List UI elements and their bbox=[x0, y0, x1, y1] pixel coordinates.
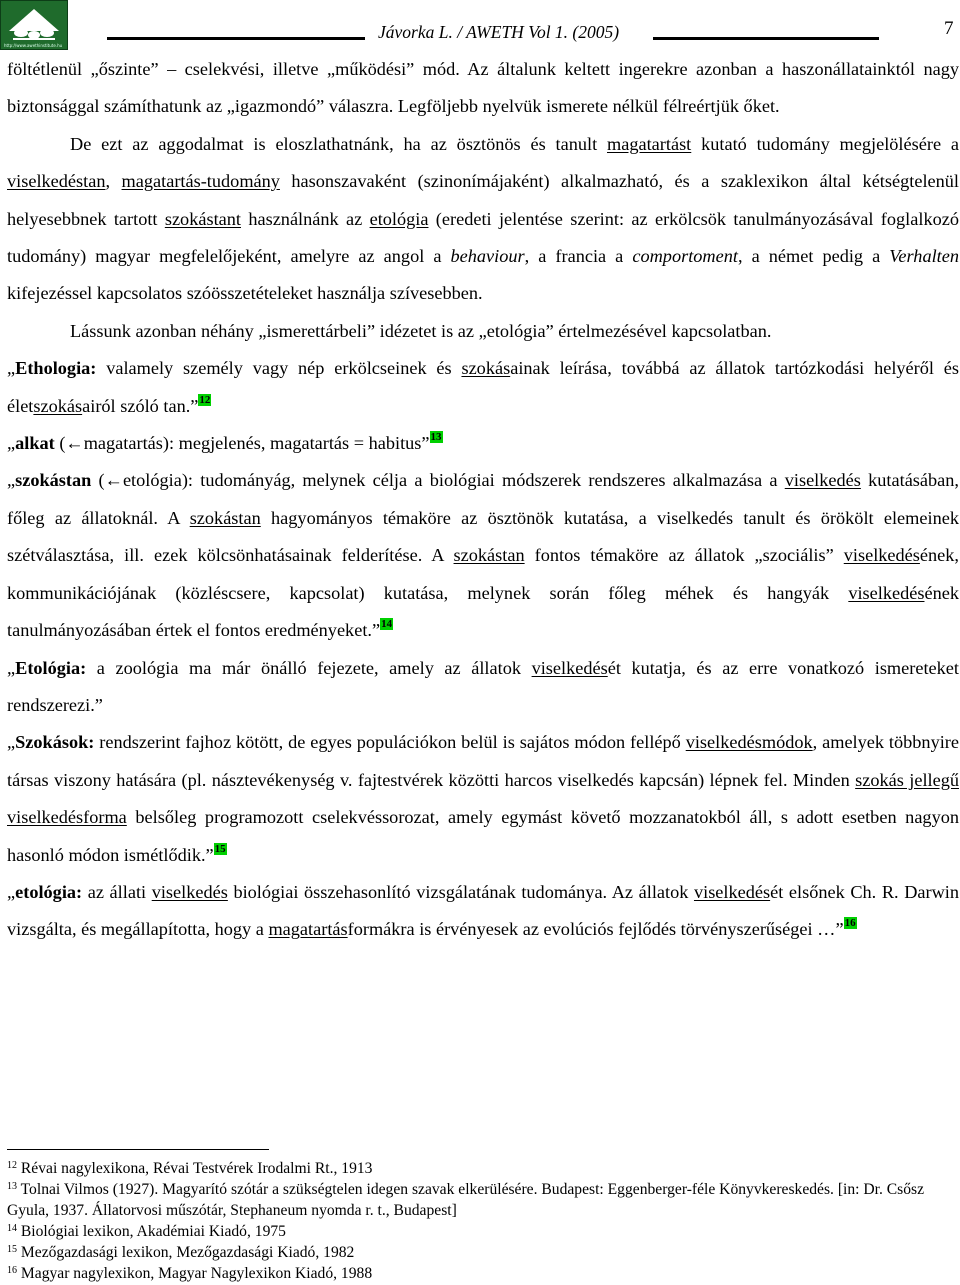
footnote-separator bbox=[7, 1149, 269, 1150]
inline-term: magatartást bbox=[607, 133, 692, 154]
footnote-12: $^{12}$ Révai nagylexikona, Révai Testvérek Irodalmi Rt., 1913 bbox=[7, 1160, 373, 1177]
page-number: 7 bbox=[944, 18, 954, 39]
footnote-13: $^{13}$ Tolnai Vilmos (1927). Magyarító szótár a szükségtelen idegen szavak elkerülésére. Budapest: Eggenberger-féle Könyvkereskedés. [in: Dr. Csősz Gyula, 1937. Állatorvosi műszótár, Stephaneum nyomda r. t., Budapest] bbox=[7, 1181, 925, 1219]
footnote-ref-15[interactable]: 15 bbox=[214, 842, 226, 855]
quote-etologia-zoologia: „Etológia: a zoológia ma már önálló fejezete, amely az állatok viselkedését kutatja, és az erre vonatkozó ismereteket rendszerezi.” bbox=[7, 657, 959, 715]
paragraph: föltétlenül „őszinte” – cselekvési, illetve „működési” mód. Az általunk keltett ingerekre azonban a haszonállatainktól nagy biztonsággal számíthatunk az „igazmondó” válaszra. Legföljebb nyelvük ismerete nélkül félreértjük őket. bbox=[7, 59, 959, 117]
quote-szokasok: „Szokások: rendszerint fajhoz kötött, de egyes populációkon belül is sajátos módon fellépő viselkedésmódok, amelyek többnyire társas viszony hatására (pl. násztevékenység v. fajtestvérek közötti harcos viselkedés kapcsán) lépnek fel. Minden szokás jellegű viselkedésforma belsőleg programozott cselekvéssorozat, amely egymást követő mozzanatokból áll, s adott esetben nagyon hasonló módon ismétlődik.”$^{15}$ bbox=[7, 732, 959, 865]
inline-term: szokástant bbox=[164, 208, 241, 229]
paragraph: Lássunk azonban néhány „ismerettárbeli” idézetet is az „etológia” értelmezésével kapcsolatban. bbox=[70, 320, 772, 341]
foreign-term: comportoment bbox=[632, 246, 738, 267]
footnote-ref-16[interactable]: 16 bbox=[844, 917, 856, 930]
left-arrow-icon: ← bbox=[65, 433, 84, 454]
quote-alkat: „alkat (←magatartás): megjelenés, magatartás = habitus”$^{13}$ bbox=[7, 431, 442, 454]
header-rule-right bbox=[653, 37, 879, 40]
foreign-term: Verhalten bbox=[889, 246, 959, 267]
main-text bbox=[7, 51, 959, 949]
quote-ethologia: „Ethologia: valamely személy vagy nép erkölcseinek és szokásainak leírása, továbbá az állatok tartózkodási helyéről és életszokásairól szóló tan.”$^{12}$ bbox=[7, 358, 959, 416]
quote-etologia-allati: „etológia: az állati viselkedés biológiai összehasonlító vizsgálatának tudománya. Az állatok viselkedését elsőnek Ch. R. Darwin vizsgálta, és megállapította, hogy a magatartásformákra is érvényesek az evolúciós fejlődés törvényszerűségei …”$^{16}$ bbox=[7, 881, 960, 940]
footnote-ref-12[interactable]: 12 bbox=[199, 393, 211, 406]
inline-term: viselkedéstan bbox=[7, 171, 106, 192]
animals-logo-icon bbox=[1, 1, 67, 49]
footnote-16: $^{16}$ Magyar nagylexikon, Magyar Nagylexikon Kiadó, 1988 bbox=[7, 1265, 373, 1282]
footnote-14: $^{14}$ Biológiai lexikon, Akadémiai Kiadó, 1975 bbox=[7, 1223, 286, 1240]
quote-szokastan: „szokástan (←etológia): tudományág, melynek célja a biológiai módszerek rendszeres alkalmazása a viselkedés kutatásában, főleg az állatoknál. A szokástan hagyományos témaköre az ösztönök kutatása, a viselkedés tanult és örökölt elemeinek szétválasztása, ill. ezek kölcsönhatásainak felderítése. A szokástan fontos témaköre az állatok „szociális” viselkedésének, kommunikációjának (közléscsere, kapcsolat) kutatása, melynek során főleg méhek és hangyák viselkedésének tanulmányozásában értek el fontos eredményeket.”$^{14}$ bbox=[7, 470, 959, 641]
footnote-15: $^{15}$ Mezőgazdasági lexikon, Mezőgazdasági Kiadó, 1982 bbox=[7, 1244, 355, 1261]
running-header: Jávorka L. / AWETH Vol 1. (2005) bbox=[378, 22, 620, 42]
journal-logo bbox=[0, 0, 68, 50]
logo-url: http://www.awethinstitute.hu bbox=[4, 43, 63, 48]
footnote-ref-13[interactable]: 13 bbox=[430, 431, 442, 444]
footnote-ref-14[interactable]: 14 bbox=[381, 618, 393, 631]
paragraph: De ezt az aggodalmat is eloszlathatnánk, ha az ösztönös és tanult magatartást kutató tudomány megjelölésére a viselkedéstan, magatartás-tudomány hasonszavaként (szinonímájaként) alkalmazható, és a szaklexikon által kétségtelenül helyesebbnek tartott szokástant használnánk az etológia (eredeti jelentése szerint: az erkölcsök tanulmányozásával foglalkozó tudomány) magyar megfelelőjeként, amelyre az angol a behaviour, a francia a comportoment, a német pedig a Verhalten kifejezéssel kapcsolatos szóösszetételeket használja szívesebben. bbox=[7, 133, 959, 304]
inline-term: etológia bbox=[369, 208, 429, 229]
header-rule-left bbox=[107, 37, 365, 40]
foreign-term: behaviour bbox=[450, 246, 525, 267]
footnotes bbox=[7, 1158, 957, 1284]
left-arrow-icon: ← bbox=[104, 470, 123, 491]
inline-term: magatartás-tudomány bbox=[121, 171, 280, 192]
